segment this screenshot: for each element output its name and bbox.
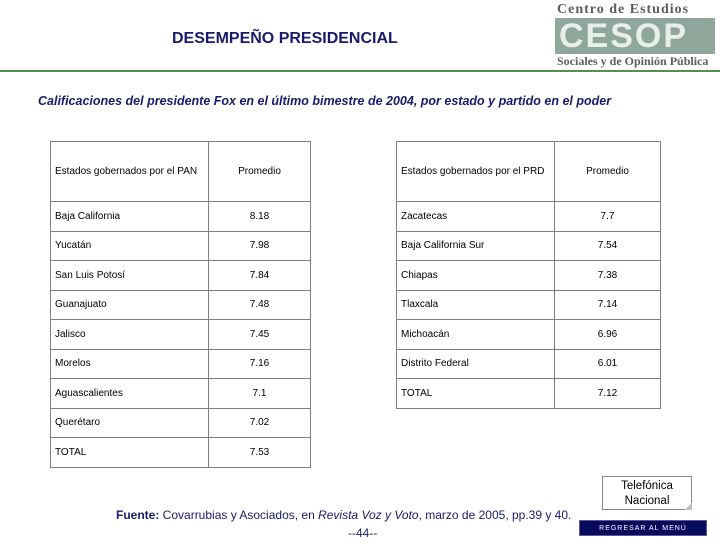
callout-line-1: Telefónica: [621, 480, 673, 492]
average-cell: 7.84: [209, 261, 311, 291]
average-cell: 7.38: [555, 261, 661, 291]
average-cell: 7.16: [209, 349, 311, 379]
table-header-row: [397, 142, 661, 202]
state-cell: Jalisco: [51, 320, 209, 350]
average-cell: 7.12: [555, 379, 661, 409]
source-label: Fuente:: [116, 508, 160, 522]
average-cell: 7.45: [209, 320, 311, 350]
source-note: [116, 508, 571, 522]
logo-line-1: Centro de Estudios: [557, 2, 690, 17]
table-row-total: [397, 379, 661, 409]
average-cell: 6.96: [555, 320, 661, 350]
table-row: [397, 320, 661, 350]
subtitle: Calificaciones del presidente Fox en el último bimestre de 2004, por estado y partido en el poder: [38, 94, 612, 108]
table-row: [397, 349, 661, 379]
column-header-average: Promedio: [209, 142, 311, 202]
table-row: [397, 202, 661, 232]
page-title: DESEMPEÑO PRESIDENCIAL: [172, 30, 398, 47]
logo-line-2: Sociales y de Opinión Pública: [557, 54, 709, 68]
state-cell: Baja California Sur: [397, 231, 555, 261]
table-row: [51, 231, 311, 261]
state-cell: Michoacán: [397, 320, 555, 350]
column-header-average: Promedio: [555, 142, 661, 202]
average-cell: 7.53: [209, 438, 311, 468]
state-cell: Guanajuato: [51, 290, 209, 320]
logo-mark: [555, 18, 715, 54]
table-row: [51, 320, 311, 350]
average-cell: 7.02: [209, 408, 311, 438]
table-row: [51, 261, 311, 291]
table-row: [51, 349, 311, 379]
cesop-logo: [555, 2, 715, 68]
state-cell: Baja California: [51, 202, 209, 232]
prd-table: [396, 141, 661, 409]
state-cell: Chiapas: [397, 261, 555, 291]
average-cell: 7.14: [555, 290, 661, 320]
source-text-1: Covarrubias y Asociados, en: [159, 508, 319, 522]
table-row-total: [51, 438, 311, 468]
title-divider: [0, 70, 720, 72]
average-cell: 6.01: [555, 349, 661, 379]
table-row: [51, 290, 311, 320]
pan-table: [50, 141, 311, 468]
state-cell: Distrito Federal: [397, 349, 555, 379]
state-cell: Morelos: [51, 349, 209, 379]
average-cell: 8.18: [209, 202, 311, 232]
state-cell: Yucatán: [51, 231, 209, 261]
page-number: --44--: [348, 526, 378, 540]
method-callout: [602, 476, 692, 510]
column-header-state: Estados gobernados por el PAN: [51, 142, 209, 202]
average-cell: 7.98: [209, 231, 311, 261]
state-cell: TOTAL: [397, 379, 555, 409]
logo-mark-text: CESOP: [559, 17, 689, 55]
state-cell: Zacatecas: [397, 202, 555, 232]
state-cell: Tlaxcala: [397, 290, 555, 320]
source-publication: Revista Voz y Voto: [318, 508, 419, 522]
callout-line-2: Nacional: [624, 495, 670, 507]
average-cell: 7.48: [209, 290, 311, 320]
table-row: [51, 408, 311, 438]
source-text-2: , marzo de 2005, pp.39 y 40.: [418, 508, 572, 522]
table-header-row: [51, 142, 311, 202]
column-header-state: Estados gobernados por el PRD: [397, 142, 555, 202]
average-cell: 7.7: [555, 202, 661, 232]
table-row: [51, 202, 311, 232]
table-row: [51, 379, 311, 409]
state-cell: TOTAL: [51, 438, 209, 468]
table-row: [397, 231, 661, 261]
state-cell: San Luis Potosí: [51, 261, 209, 291]
state-cell: Aguascalientes: [51, 379, 209, 409]
table-row: [397, 290, 661, 320]
back-to-main-menu-button[interactable]: REGRESAR AL MENÚ PRINCIPAL: [579, 520, 707, 536]
average-cell: 7.1: [209, 379, 311, 409]
table-row: [397, 261, 661, 291]
average-cell: 7.54: [555, 231, 661, 261]
state-cell: Querétaro: [51, 408, 209, 438]
